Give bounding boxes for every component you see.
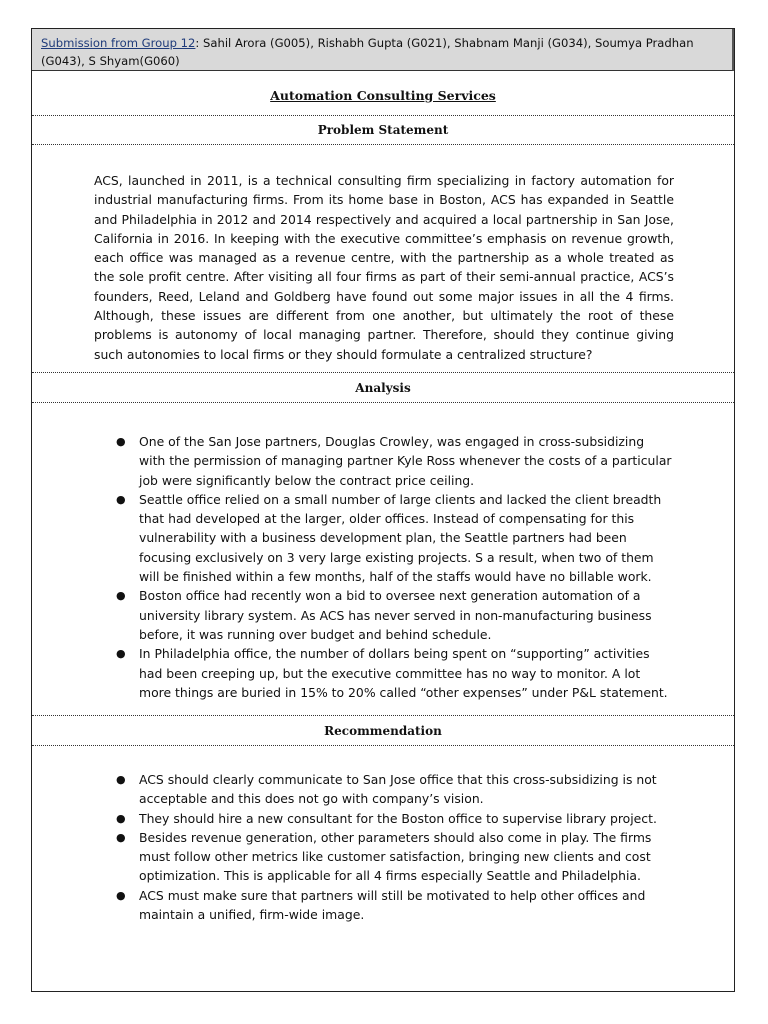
document-title: Automation Consulting Services	[270, 88, 496, 103]
list-item	[112, 644, 672, 702]
bullet-icon: ●	[116, 830, 126, 844]
analysis-item-text: One of the San Jose partners, Douglas Crowley, was engaged in cross-subsidizing with the permission of managing partner Kyle Ross whenever the costs of a particular job were significantly below the contract price ceiling.	[139, 434, 672, 488]
analysis-item-text: Boston office had recently won a bid to oversee next generation automation of a university library system. As ACS has never served in non-manufacturing business before, it was running over budget and behind schedule.	[139, 588, 652, 642]
list-item	[112, 770, 672, 809]
analysis-item-text: Seattle office relied on a small number of large clients and lacked the client breadth that had developed at the larger, older offices. Instead of compensating for this vulnerability with a business development plan, the Seattle partners had been focusing exclusively on 3 very large existing projects. S a result, when two of them will be finished within a few months, half of the staffs would have no billable work.	[139, 491, 662, 585]
bullet-icon: ●	[116, 888, 126, 902]
recommendation-list	[112, 770, 672, 924]
bullet-icon: ●	[116, 492, 126, 506]
divider	[32, 715, 734, 716]
list-item	[112, 586, 672, 644]
divider	[32, 144, 734, 145]
submission-header	[32, 29, 734, 71]
analysis-list	[112, 432, 672, 702]
recommendation-heading: Recommendation	[324, 724, 442, 738]
bullet-icon: ●	[116, 647, 126, 661]
bullet-icon: ●	[116, 435, 126, 448]
analysis-heading: Analysis	[355, 381, 411, 395]
recommendation-item-text: They should hire a new consultant for the Boston office to supervise library project.	[139, 810, 657, 826]
bullet-icon: ●	[116, 589, 126, 603]
list-item	[112, 809, 672, 828]
divider	[32, 115, 734, 116]
analysis-item-text: In Philadelphia office, the number of dollars being spent on “supporting” activities had been creeping up, but the executive committee has no way to monitor. A lot more things are buried in 15% to 20% called “other expenses” under P&L statement.	[139, 646, 668, 700]
bullet-icon: ●	[116, 773, 126, 786]
list-item	[112, 432, 672, 490]
list-item	[112, 490, 672, 586]
divider	[32, 745, 734, 746]
problem-statement-text: ACS, launched in 2011, is a technical consulting firm specializing in factory automation for industrial manufacturing firms. From its home base in Boston, ACS has expanded in Seattle and Philadelphia in 2012 and 2014 respectively and acquired a local partnership in San Jose, California in 2016. In keeping with the executive committee’s emphasis on revenue growth, each office was managed as a revenue centre, with the partnership as a whole treated as the sole profit centre. After visiting all four firms as part of their semi-annual practice, ACS’s founders, Reed, Leland and Goldberg have found out some major issues in all the 4 firms. Although, these issues are different from one another, but ultimately the root of these problems is autonomy of local managing partner. Therefore, should they continue giving such autonomies to local firms or they should formulate a centralized structure?	[94, 173, 674, 362]
recommendation-item-text: Besides revenue generation, other parameters should also come in play. The firms must follow other metrics like customer satisfaction, bringing new clients and cost optimization. This is applicable for all 4 firms especially Seattle and Philadelphia.	[139, 829, 652, 884]
recommendation-item-text: ACS must make sure that partners will still be motivated to help other offices and maintain a unified, firm-wide image.	[139, 887, 646, 923]
problem-heading: Problem Statement	[317, 123, 449, 137]
divider	[32, 372, 734, 373]
group-label: Submission from Group 12	[41, 36, 196, 50]
list-item	[112, 828, 672, 886]
document-page	[31, 28, 735, 992]
bullet-icon: ●	[116, 811, 126, 825]
group-members: : Sahil Arora (G005), Rishabh Gupta (G021), Shabnam Manji (G034), Soumya Pradhan (G043), S Shyam(G060)	[41, 36, 694, 68]
list-item	[112, 886, 672, 925]
recommendation-item-text: ACS should clearly communicate to San Jose office that this cross-subsidizing is not acceptable and this does not go with company’s vision.	[139, 772, 657, 807]
divider	[32, 402, 734, 403]
